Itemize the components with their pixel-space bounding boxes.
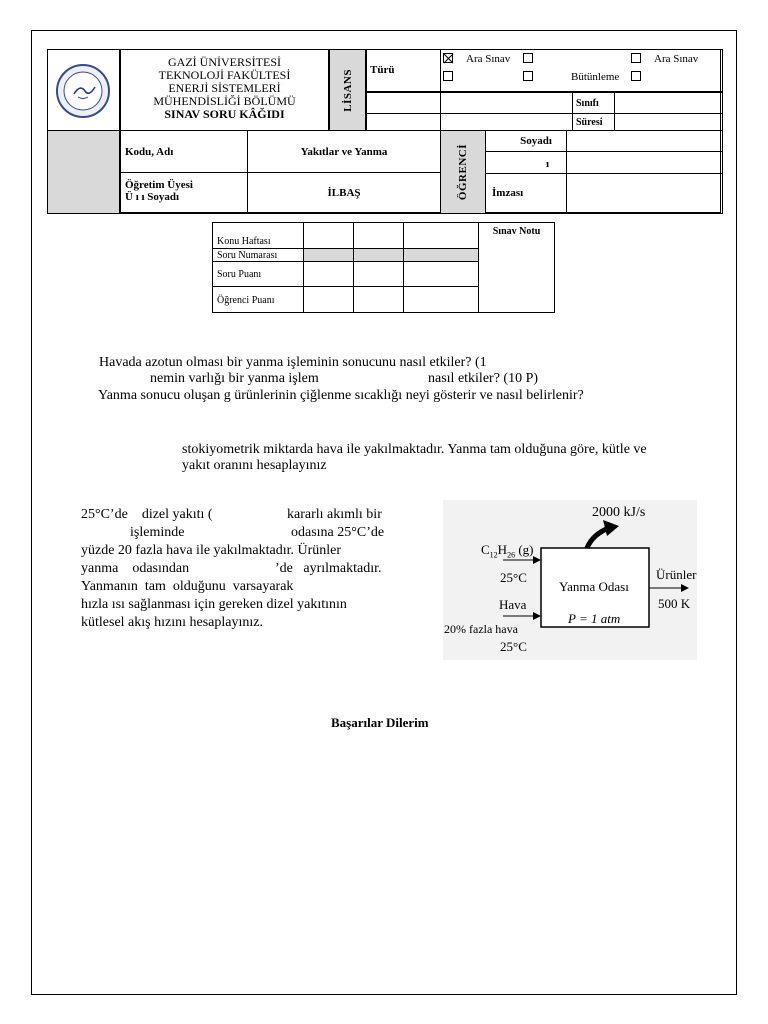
butunleme-label: Bütünleme xyxy=(571,71,620,83)
question-1-line-2b: nasıl etkiler? (10 P) xyxy=(428,371,539,386)
ogrenci-label: ÖĞRENCİ xyxy=(457,143,469,201)
question-3-line-4b: ’de ayrılmaktadır. xyxy=(275,561,382,576)
instructor-label-line2: Ü ı ı Soyadı xyxy=(125,191,180,203)
excess-air-label: 20% fazla hava xyxy=(444,622,518,636)
grade-row-label-4: Öğrenci Puanı xyxy=(212,286,304,313)
sinav-notu-label: Sınav Notu xyxy=(492,226,541,237)
university-line-4: MÜHENDİSLİĞİ BÖLÜMÜ xyxy=(153,94,296,108)
university-line-2: TEKNOLOJİ FAKÜLTESİ xyxy=(158,68,291,82)
sheet-title: SINAV SORU KÂĞIDI xyxy=(164,107,285,121)
instructor-label-cell xyxy=(120,172,248,214)
exam-type-2-label: Ara Sınav xyxy=(654,53,699,65)
exam-type-5-checkbox[interactable] xyxy=(523,71,533,81)
grade-cell[interactable] xyxy=(303,222,354,249)
number-value-cell xyxy=(566,151,723,174)
gray-block xyxy=(47,130,120,214)
university-line-3: ENERJİ SİSTEMLERİ xyxy=(168,81,281,95)
grade-cell[interactable] xyxy=(403,286,479,313)
products-temperature: 500 K xyxy=(658,596,691,611)
grade-cell xyxy=(403,248,479,262)
chamber-label: Yanma Odası xyxy=(559,579,629,594)
closing-message: Başarılar Dilerim xyxy=(331,715,429,730)
university-line-1: GAZİ ÜNİVERSİTESİ xyxy=(168,55,281,69)
number-cell xyxy=(485,151,567,174)
sinifi-label: Sınıfı xyxy=(576,98,599,109)
kodu-adi-cell xyxy=(120,130,248,173)
grade-cell[interactable] xyxy=(403,222,479,249)
combustion-diagram xyxy=(443,500,697,660)
exam-type-1-label: Ara Sınav xyxy=(466,53,511,65)
instructor-label-line1: Öğretim Üyesi xyxy=(125,179,193,191)
course-name: Yakıtlar ve Yanma xyxy=(300,146,388,158)
question-3-line-2b: odasına 25°C’de xyxy=(291,525,385,540)
grade-cell xyxy=(303,248,354,262)
instructor-surname: İLBAŞ xyxy=(327,187,361,199)
question-3-line-4a: yanma odasından xyxy=(81,561,190,576)
logo-cell xyxy=(47,49,120,131)
air-temperature: 25°C xyxy=(500,639,527,654)
soyadi-cell xyxy=(485,130,567,152)
imzasi-cell xyxy=(485,173,567,214)
heat-rate-label: 2000 kJ/s xyxy=(592,505,646,520)
lisans-label: LİSANS xyxy=(341,68,354,112)
fuel-temperature: 25°C xyxy=(500,570,527,585)
sinifi-label-cell xyxy=(572,92,615,114)
blank-row-cell xyxy=(440,113,573,131)
question-2-line-1: stokiyometrik miktarda hava ile yakılmaktadır. Yanma tam olduğuna göre, kütle ve xyxy=(182,442,647,457)
grade-cell[interactable] xyxy=(353,261,404,287)
question-1-line-2a: nemin varlığı bir yanma işlem xyxy=(150,371,319,386)
ogrenci-cell xyxy=(440,130,486,214)
date-cell xyxy=(440,92,573,114)
grade-table xyxy=(212,222,555,313)
soyadi-label: Soyadı xyxy=(520,135,552,147)
question-1-line-1: Havada azotun olması bir yanma işleminin sonucunu nasıl etkiler? (1 xyxy=(99,355,487,370)
grade-cell xyxy=(353,248,404,262)
question-3-line-6: hızla ısı sağlanması için gereken dizel yakıtının xyxy=(81,597,347,612)
exam-type-3-checkbox[interactable] xyxy=(631,53,641,63)
sinav-notu-cell xyxy=(478,222,555,313)
question-3-line-7: kütlesel akış hızını hesaplayınız. xyxy=(81,615,263,630)
grade-cell[interactable] xyxy=(403,261,479,287)
lisans-cell xyxy=(329,49,366,131)
signature-value-cell xyxy=(566,173,723,214)
suresi-label: Süresi xyxy=(576,117,603,128)
university-logo-icon xyxy=(48,50,119,130)
air-label: Hava xyxy=(499,597,527,612)
question-3-line-5: Yanmanın tam olduğunu varsayarak xyxy=(81,579,294,594)
number-label: ı xyxy=(546,158,550,170)
question-3-line-3: yüzde 20 fazla hava ile yakılmaktadır. Ürünler xyxy=(81,543,342,558)
exam-type-2-checkbox[interactable] xyxy=(523,53,533,63)
grade-row-label-3: Soru Puanı xyxy=(212,261,304,287)
suresi-value-cell xyxy=(614,113,723,131)
turu-cell xyxy=(366,49,441,92)
soyadi-value-cell xyxy=(566,130,723,152)
university-name-cell xyxy=(120,49,329,131)
grade-cell[interactable] xyxy=(303,286,354,313)
grade-row-label-1: Konu Haftası xyxy=(212,222,304,249)
kodu-adi-label: Kodu, Adı xyxy=(125,146,174,158)
fuel-formula: $C_{12}H_{26}$ (g) xyxy=(481,542,534,560)
products-label: Ürünler xyxy=(656,567,697,582)
grade-cell[interactable] xyxy=(353,286,404,313)
exam-type-4-checkbox[interactable] xyxy=(443,71,453,81)
turu-label: Türü xyxy=(370,64,395,76)
butunleme-checkbox[interactable] xyxy=(631,71,641,81)
instructor-name-cell xyxy=(247,172,441,214)
turu-blank-2 xyxy=(366,113,441,131)
suresi-label-cell xyxy=(572,113,615,131)
question-3-line-1b: kararlı akımlı bir xyxy=(287,507,382,522)
grade-cell[interactable] xyxy=(353,222,404,249)
exam-type-1-checkbox[interactable] xyxy=(443,53,453,63)
question-1-line-3: Yanma sonucu oluşan g ürünlerinin çiğlenme sıcaklığı neyi gösterir ve nasıl belirlenir? xyxy=(98,388,584,403)
turu-blank-1 xyxy=(366,92,441,114)
sinifi-value-cell xyxy=(614,92,723,114)
imzasi-label: İmzası xyxy=(492,187,524,199)
grade-row-label-2: Soru Numarası xyxy=(212,248,304,262)
question-2-line-2: yakıt oranını hesaplayınız xyxy=(182,458,327,473)
course-name-cell xyxy=(247,130,441,173)
question-3-line-2a: işleminde xyxy=(130,525,185,540)
pressure-label: P = 1 atm xyxy=(568,611,621,626)
grade-cell[interactable] xyxy=(303,261,354,287)
exam-type-cell xyxy=(440,49,723,92)
question-3-line-1a: 25°C’de dizel yakıtı ( xyxy=(81,507,213,522)
exam-header-table xyxy=(47,49,721,213)
